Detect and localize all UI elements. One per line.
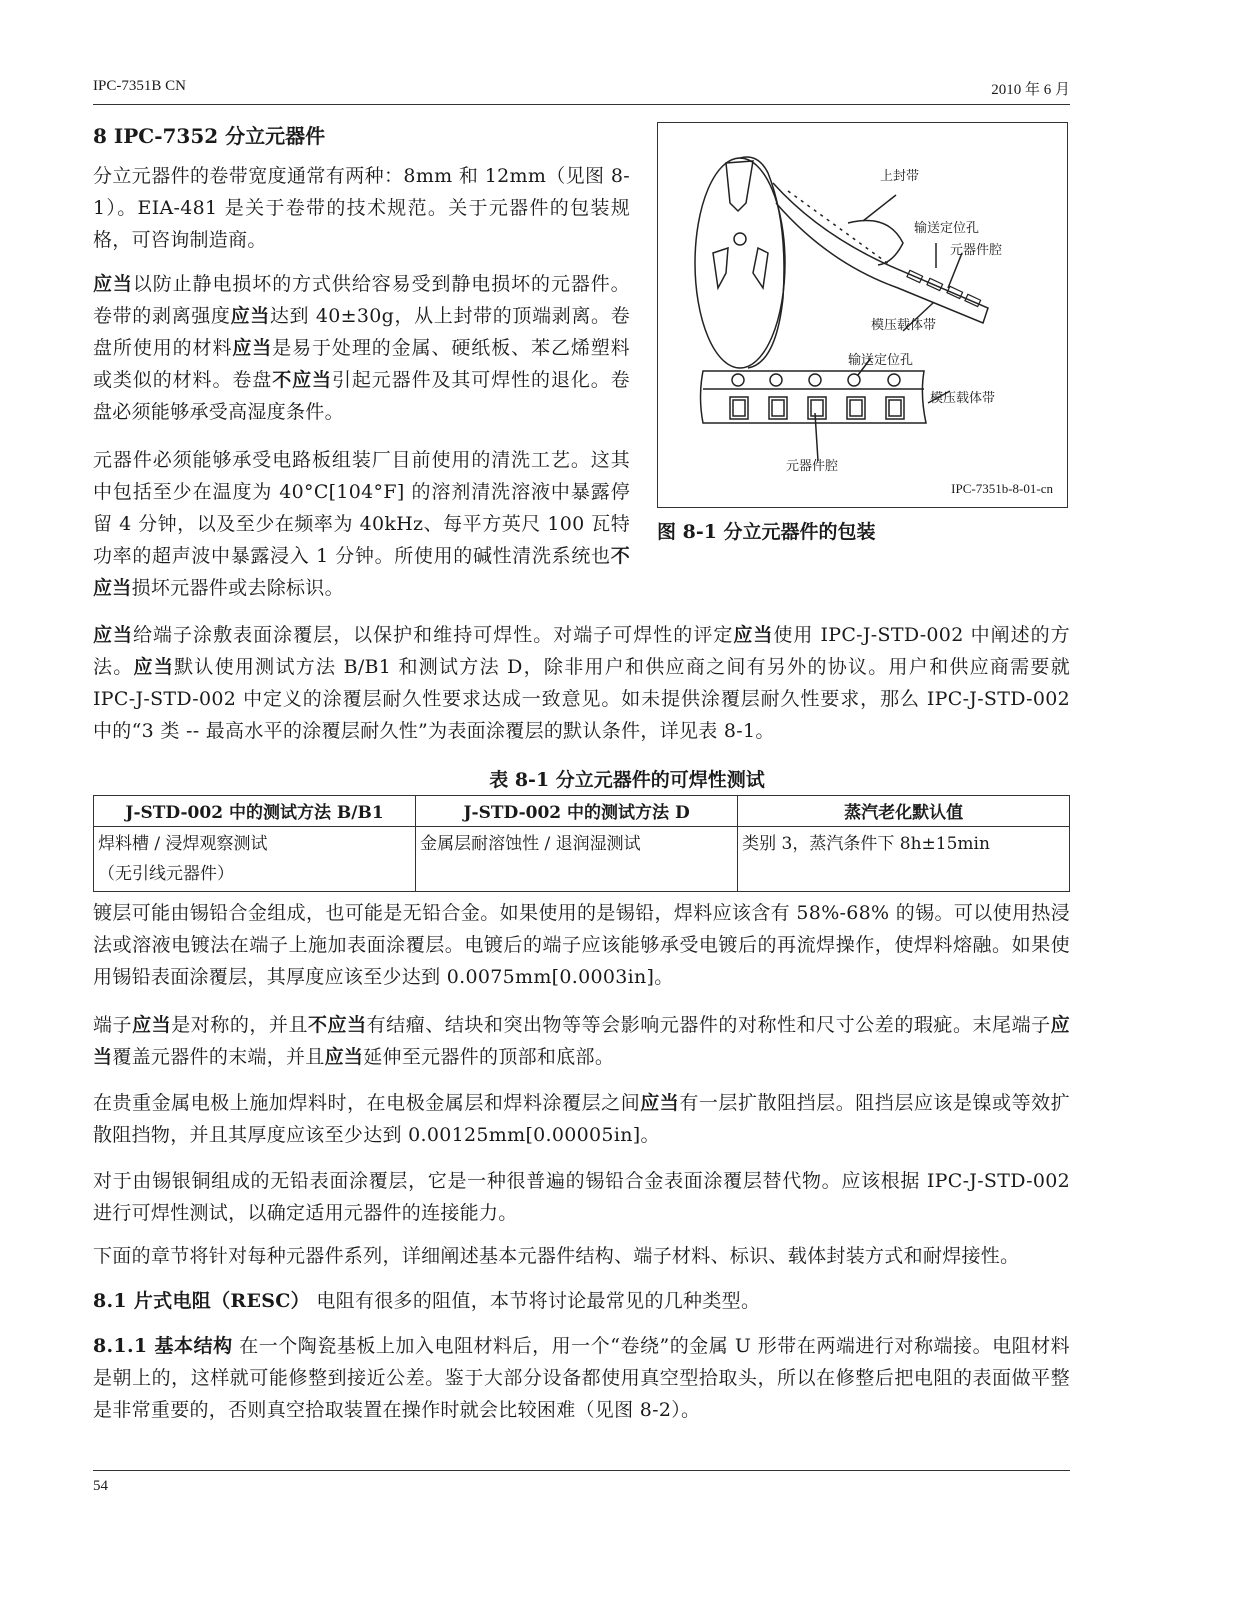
- table-header-row: [94, 796, 1070, 827]
- paragraph: [93, 1240, 1070, 1272]
- footer-rule: [93, 1470, 1070, 1471]
- table-header: J-STD-002 中的测试方法 B/B1: [94, 796, 416, 827]
- emphasis-text: 应当: [133, 656, 175, 678]
- emphasis-text: 应当: [733, 624, 774, 646]
- emphasis-text: 应当: [132, 1014, 172, 1036]
- table-row: [94, 827, 1070, 892]
- text-run: 达到 40±30g，从上封带的顶端剥离。卷盘所使用的材料: [93, 305, 630, 359]
- label-component-cavity: 元器件腔: [950, 243, 1003, 258]
- emphasis-text: 应当: [93, 1014, 1070, 1068]
- subsection-8-1: [93, 1285, 1070, 1317]
- emphasis-text: 不应当: [93, 545, 630, 599]
- subsection-8-1-1: [93, 1330, 1070, 1426]
- emphasis-text: 8.1.1 基本结构: [93, 1335, 233, 1357]
- table-caption: 表 8-1 分立元器件的可焊性测试: [489, 769, 765, 791]
- emphasis-text: 应当: [232, 337, 273, 359]
- label-sprocket-hole: 输送定位孔: [848, 353, 914, 368]
- label-component-cavity: 元器件腔: [786, 459, 839, 474]
- text-run: 覆盖元器件的末端，并且: [112, 1046, 325, 1068]
- reel-tape-illustration: [658, 123, 1069, 509]
- emphasis-text: 应当: [230, 305, 270, 327]
- figure-id: IPC-7351b-8-01-cn: [951, 481, 1053, 496]
- text-run: 是对称的，并且: [171, 1014, 308, 1036]
- paragraph: [93, 1087, 1070, 1151]
- paragraph: [93, 897, 1070, 993]
- paragraph: [93, 619, 1070, 747]
- text-run: 给端子涂敷表面涂覆层，以保护和维持可焊性。对端子可焊性的评定: [133, 624, 734, 646]
- text-run: 元器件必须能够承受电路板组装厂目前使用的清洗工艺。这其中包括至少在温度为 40°C[104°F] 的溶剂清洗溶液中暴露停留 4 分钟，以及至少在频率为 40kHz、每平方英尺 100 瓦特功率的超声波中暴露浸入 1 分钟。所使用的碱性清洗系统也: [93, 449, 630, 567]
- text-run: 在一个陶瓷基板上加入电阻材料后，用一个“卷绕”的金属 U 形带在两端进行对称端接。电阻材料是朝上的，这样就可能修整到接近公差。鉴于大部分设备都使用真空型拾取头，所以在修整后把电阻的表面做平整是非常重要的，否则真空拾取装置在操作时就会比较困难（见图 8-2）。: [93, 1335, 1070, 1421]
- solderability-table: [93, 795, 1070, 892]
- text-run: 引起元器件及其可焊性的退化。卷盘必须能够承受高湿度条件。: [93, 369, 630, 423]
- label-carrier-tape: 模压载体带: [871, 318, 937, 333]
- text-run: 延伸至元器件的顶部和底部。: [363, 1046, 615, 1068]
- table-cell: 类别 3，蒸汽条件下 8h±15min: [738, 827, 1070, 892]
- paragraph: [93, 444, 630, 604]
- text-run: 有结瘤、结块和突出物等等会影响元器件的对称性和尺寸公差的瑕疵。末尾端子: [366, 1014, 1051, 1036]
- page-number: 54: [93, 1478, 108, 1494]
- emphasis-text: 不应当: [272, 369, 332, 391]
- emphasis-text: 不应当: [308, 1014, 367, 1036]
- section-title: 8 IPC-7352 分立元器件: [93, 124, 326, 148]
- label-sprocket-hole: 输送定位孔: [914, 221, 980, 236]
- text-run: 镀层可能由锡铅合金组成，也可能是无铅合金。如果使用的是锡铅，焊料应该含有 58%-68% 的锡。可以使用热浸法或溶液电镀法在端子上施加表面涂覆层。电镀后的端子应该能够承受电镀后的再流焊操作，使焊料熔融。如果使用锡铅表面涂覆层，其厚度应该至少达到 0.0075mm[0.0003in]。: [93, 902, 1070, 988]
- header-rule: [93, 104, 1070, 105]
- text-run: 端子: [93, 1014, 133, 1036]
- table-cell: 焊料槽 / 浸焊观察测试 （无引线元器件）: [94, 827, 416, 892]
- text-run: 在贵重金属电极上施加焊料时，在电极金属层和焊料涂覆层之间: [93, 1092, 641, 1114]
- emphasis-text: 8.1 片式电阻（RESC）: [93, 1290, 310, 1312]
- table-cell: 金属层耐溶蚀性 / 退润湿测试: [416, 827, 738, 892]
- table-header: J-STD-002 中的测试方法 D: [416, 796, 738, 827]
- paragraph: [93, 268, 630, 428]
- table-header: 蒸汽老化默认值: [738, 796, 1070, 827]
- label-top-cover-tape: 上封带: [880, 169, 920, 184]
- header-date: 2010 年 6 月: [991, 82, 1070, 98]
- text-run: 默认使用测试方法 B/B1 和测试方法 D，除非用户和供应商之间有另外的协议。用户和供应商需要就 IPC-J-STD-002 中定义的涂覆层耐久性要求达成一致意见。如未提供涂覆层耐久性要求，那么 IPC-J-STD-002 中的“3 类 -- 最高水平的涂覆层耐久性”为表面涂覆层的默认条件，详见表 8-1。: [93, 656, 1070, 742]
- text-run: 损坏元器件或去除标识。: [131, 577, 344, 599]
- paragraph: [93, 1009, 1070, 1073]
- emphasis-text: 应当: [324, 1046, 364, 1068]
- text-run: 对于由锡银铜组成的无铅表面涂覆层，它是一种很普遍的锡铅合金表面涂覆层替代物。应该根据 IPC-J-STD-002 进行可焊性测试，以确定适用元器件的连接能力。: [93, 1170, 1070, 1224]
- figure-reel-packaging: [657, 122, 1068, 508]
- emphasis-text: 应当: [93, 624, 134, 646]
- text-run: 电阻有很多的阻值，本节将讨论最常见的几种类型。: [310, 1290, 761, 1312]
- text-run: 是易于处理的金属、硬纸板、苯乙烯塑料或类似的材料。卷盘: [93, 337, 630, 391]
- label-carrier-tape: 模压载体带: [930, 391, 996, 406]
- text-run: 以防止静电损坏的方式供给容易受到静电损坏的元器件。卷带的剥离强度: [93, 273, 630, 327]
- header-doc-id: IPC-7351B CN: [93, 78, 186, 94]
- text-run: 下面的章节将针对每种元器件系列，详细阐述基本元器件结构、端子材料、标识、载体封装方式和耐焊接性。: [93, 1245, 1020, 1267]
- figure-caption: 图 8-1 分立元器件的包装: [657, 521, 876, 543]
- emphasis-text: 应当: [640, 1092, 680, 1114]
- emphasis-text: 应当: [93, 273, 133, 295]
- text-run: 有一层扩散阻挡层。阻挡层应该是镍或等效扩散阻挡物，并且其厚度应该至少达到 0.00125mm[0.00005in]。: [93, 1092, 1070, 1146]
- text-run: 分立元器件的卷带宽度通常有两种：8mm 和 12mm（见图 8-1）。EIA-481 是关于卷带的技术规范。关于元器件的包装规格，可咨询制造商。: [93, 165, 630, 251]
- paragraph: [93, 1165, 1070, 1229]
- paragraph: [93, 160, 630, 256]
- text-run: 使用 IPC-J-STD-002 中阐述的方法。: [93, 624, 1070, 678]
